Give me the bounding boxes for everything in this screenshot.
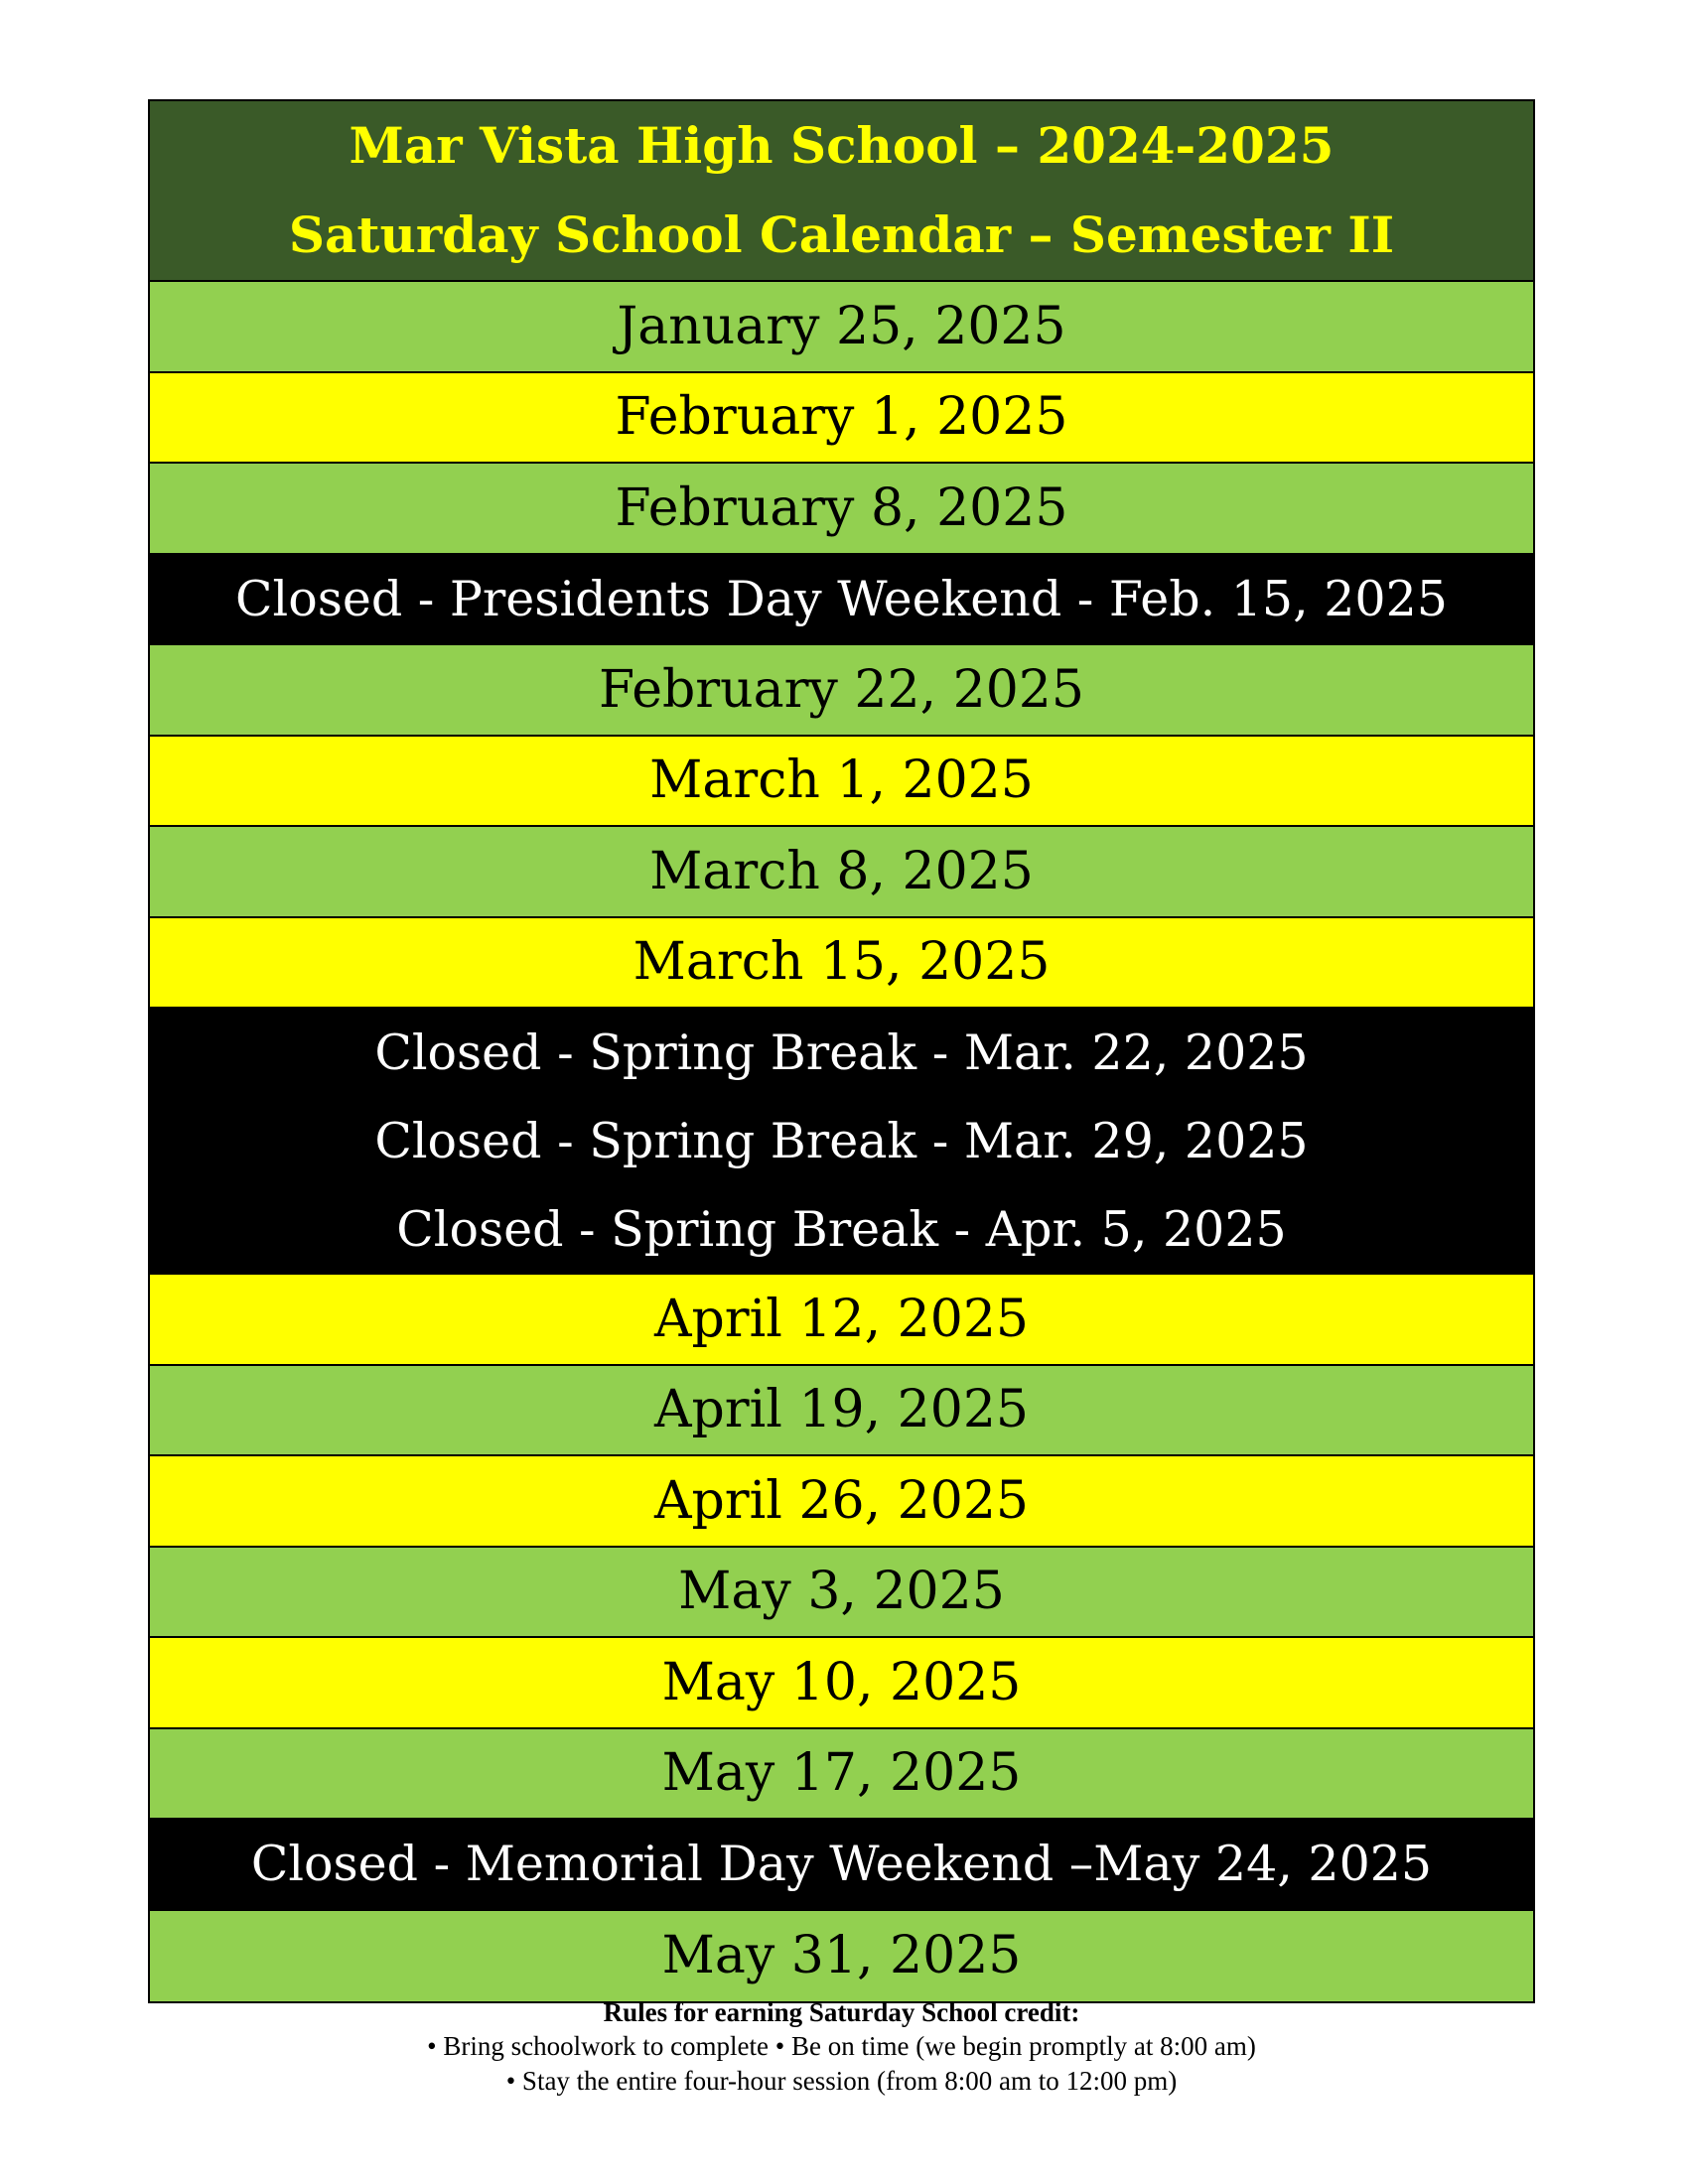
date-label: February 1, 2025 xyxy=(615,387,1068,448)
date-label: February 22, 2025 xyxy=(599,659,1084,720)
closed-label: Closed - Presidents Day Weekend - Feb. 15, 2025 xyxy=(235,570,1448,627)
school-title: Mar Vista High School – 2024-2025 xyxy=(349,116,1335,175)
closed-row xyxy=(150,555,1533,646)
date-label: January 25, 2025 xyxy=(617,296,1066,356)
closed-spring-break-row xyxy=(150,1009,1533,1275)
closed-label: Closed - Memorial Day Weekend –May 24, 2025 xyxy=(250,1836,1433,1893)
closed-row xyxy=(150,1820,1533,1911)
date-row xyxy=(150,1548,1533,1639)
date-label: May 31, 2025 xyxy=(661,1926,1022,1986)
calendar-header xyxy=(150,101,1533,282)
date-label: April 19, 2025 xyxy=(653,1380,1030,1440)
calendar-subtitle: Saturday School Calendar – Semester II xyxy=(288,205,1395,264)
date-row xyxy=(150,737,1533,828)
date-label: May 17, 2025 xyxy=(661,1743,1022,1804)
date-label: March 1, 2025 xyxy=(649,751,1034,811)
closed-label: Closed - Spring Break - Mar. 29, 2025 xyxy=(374,1112,1309,1169)
rules-section xyxy=(148,1995,1535,2099)
date-row xyxy=(150,1638,1533,1729)
date-row xyxy=(150,1275,1533,1366)
date-row xyxy=(150,464,1533,555)
rules-line: • Bring schoolwork to complete • Be on time (we begin promptly at 8:00 am) xyxy=(427,2031,1256,2061)
date-row xyxy=(150,1911,1533,2002)
date-row xyxy=(150,645,1533,737)
rules-title: Rules for earning Saturday School credit: xyxy=(603,1997,1080,2027)
date-label: February 8, 2025 xyxy=(615,478,1068,538)
date-label: April 26, 2025 xyxy=(653,1470,1030,1531)
date-label: May 10, 2025 xyxy=(661,1652,1022,1712)
date-row xyxy=(150,918,1533,1010)
closed-label: Closed - Spring Break - Apr. 5, 2025 xyxy=(396,1200,1287,1258)
date-label: March 15, 2025 xyxy=(633,932,1051,993)
date-row xyxy=(150,827,1533,918)
closed-label: Closed - Spring Break - Mar. 22, 2025 xyxy=(374,1024,1309,1081)
date-row xyxy=(150,1729,1533,1821)
date-label: May 3, 2025 xyxy=(678,1562,1005,1622)
date-row xyxy=(150,282,1533,373)
date-row xyxy=(150,373,1533,465)
date-row xyxy=(150,1456,1533,1548)
saturday-school-calendar xyxy=(148,99,1535,2003)
date-label: March 8, 2025 xyxy=(649,841,1034,901)
date-row xyxy=(150,1366,1533,1457)
date-label: April 12, 2025 xyxy=(653,1289,1030,1349)
rules-line: • Stay the entire four-hour session (from 8:00 am to 12:00 pm) xyxy=(505,2066,1178,2096)
